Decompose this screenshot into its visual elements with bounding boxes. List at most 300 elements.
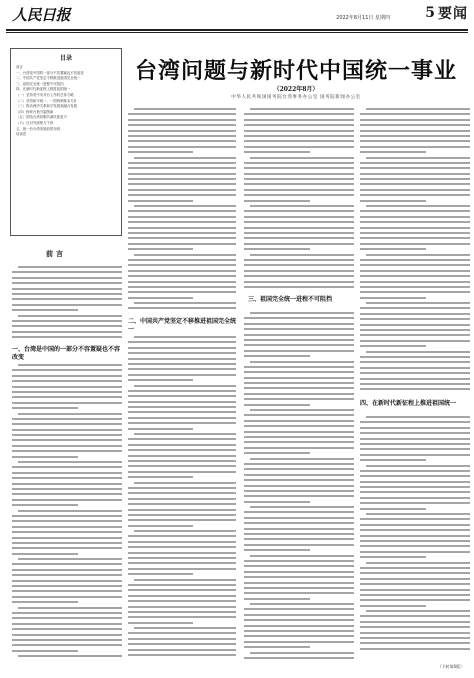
text-line — [244, 355, 310, 357]
toc-item: （四）粉碎台独分裂图谋 — [16, 109, 54, 114]
text-line — [244, 173, 354, 175]
text-line — [360, 200, 426, 202]
text-line — [244, 549, 310, 551]
text-line — [12, 466, 122, 468]
text-line — [360, 524, 470, 526]
text-line — [250, 458, 354, 460]
text-line — [360, 146, 470, 148]
text-line — [128, 341, 236, 343]
text-line — [360, 578, 470, 580]
text-line — [360, 189, 470, 191]
text-line — [12, 493, 122, 495]
text-line — [12, 644, 122, 646]
text-line — [360, 307, 470, 309]
text-line — [244, 501, 310, 503]
text-line — [128, 411, 236, 413]
text-line — [250, 555, 354, 557]
text-line — [244, 366, 354, 368]
text-line — [12, 293, 122, 295]
article-date: （2022年8月） — [273, 86, 319, 93]
text-line — [134, 336, 236, 338]
text-line — [134, 530, 236, 532]
text-line — [128, 227, 236, 229]
text-line — [360, 642, 470, 644]
text-line — [12, 375, 122, 377]
text-line — [244, 130, 354, 132]
masthead-rule — [6, 29, 468, 31]
text-line — [128, 509, 236, 511]
text-line — [128, 183, 236, 185]
text-line — [244, 608, 354, 610]
text-line — [128, 297, 193, 299]
text-line — [244, 334, 354, 336]
text-line — [128, 264, 236, 266]
text-line — [128, 119, 236, 121]
text-line — [360, 281, 470, 283]
text-line — [134, 157, 236, 159]
text-line — [12, 590, 122, 592]
toc-item: 一、台湾是中国的一部分不容置疑也不容改变 — [16, 70, 84, 75]
text-line — [128, 611, 236, 613]
text-line — [12, 639, 122, 641]
toc-item: （三）推动两岸关系和平发展和融合发展 — [16, 104, 78, 109]
text-line — [244, 485, 354, 487]
text-line — [244, 183, 354, 185]
text-line — [360, 259, 470, 261]
text-line — [12, 596, 122, 598]
text-line — [250, 254, 354, 256]
text-line — [360, 334, 470, 336]
text-line — [366, 610, 470, 612]
text-line — [12, 423, 122, 425]
text-line — [366, 302, 470, 304]
text-line — [244, 275, 354, 277]
text-line — [244, 517, 354, 519]
section-heading-4: 四、在新时代新征程上推进祖国统一 — [360, 400, 457, 407]
text-line — [244, 227, 354, 229]
text-line — [128, 151, 193, 153]
text-line — [128, 390, 236, 392]
text-line — [244, 490, 354, 492]
section-name: 要闻 — [438, 6, 468, 22]
text-line — [12, 282, 122, 284]
text-line — [360, 318, 470, 320]
text-line — [18, 655, 122, 657]
text-line — [360, 113, 470, 115]
page-label — [425, 4, 468, 22]
text-line — [360, 529, 470, 531]
text-line — [12, 542, 122, 544]
text-line — [244, 414, 354, 416]
text-line — [18, 510, 122, 512]
continued-note: （下转第6版） — [437, 664, 464, 669]
text-line — [366, 351, 470, 353]
text-line — [128, 270, 236, 272]
text-line — [128, 638, 236, 640]
text-line — [366, 513, 470, 515]
text-line — [18, 413, 122, 415]
toc-item: 前言 — [16, 65, 23, 69]
text-line — [360, 388, 470, 390]
section-heading-3: 三、祖国完全统一进程不可阻挡 — [248, 296, 333, 303]
text-line — [18, 607, 122, 609]
text-line — [244, 259, 354, 261]
text-line — [250, 652, 354, 654]
text-line — [244, 387, 354, 389]
text-line — [128, 546, 236, 548]
text-line — [128, 573, 193, 575]
text-line — [360, 648, 470, 650]
text-line — [128, 438, 236, 440]
text-line — [360, 508, 426, 510]
text-line — [128, 595, 236, 597]
text-line — [128, 130, 236, 132]
text-line — [12, 418, 122, 420]
text-line — [244, 119, 354, 121]
text-line — [12, 601, 78, 603]
dateline: 2022年8月11日 星期四 — [336, 15, 390, 21]
text-line — [128, 286, 236, 288]
text-line — [244, 630, 354, 632]
text-line — [12, 547, 122, 549]
text-line — [244, 398, 354, 400]
page-number: 5 — [425, 5, 435, 21]
text-line — [134, 254, 236, 256]
text-line — [12, 477, 122, 479]
text-line — [360, 248, 426, 250]
text-line — [244, 625, 354, 627]
text-line — [244, 248, 310, 250]
text-line — [244, 511, 354, 513]
text-line — [128, 465, 236, 467]
text-line — [128, 449, 236, 451]
masthead-rule-thin — [6, 32, 468, 33]
text-line — [360, 589, 470, 591]
text-line — [360, 227, 470, 229]
text-line — [244, 286, 354, 288]
text-column-1b — [12, 364, 122, 664]
text-line — [366, 205, 470, 207]
text-line — [360, 221, 470, 223]
text-line — [128, 460, 236, 462]
text-line — [128, 422, 236, 424]
text-line — [12, 288, 122, 290]
text-line — [360, 151, 426, 153]
text-line — [12, 623, 122, 625]
text-line — [12, 520, 122, 522]
text-line — [134, 482, 236, 484]
text-line — [250, 409, 354, 411]
text-line — [360, 216, 470, 218]
text-line — [360, 454, 470, 456]
text-line — [360, 491, 470, 493]
text-line — [360, 340, 470, 342]
text-line — [128, 535, 236, 537]
text-line — [244, 522, 354, 524]
text-line — [128, 568, 236, 570]
text-line — [244, 463, 354, 465]
text-line — [250, 312, 354, 314]
text-line — [12, 488, 122, 490]
text-line — [360, 232, 470, 234]
preface-heading: 前言 — [46, 249, 66, 258]
text-line — [244, 232, 354, 234]
text-line — [12, 320, 122, 322]
text-line — [128, 606, 236, 608]
text-line — [128, 173, 236, 175]
text-line — [12, 499, 122, 501]
text-line — [244, 151, 310, 153]
text-line — [128, 135, 236, 137]
text-line — [244, 544, 354, 546]
text-line — [360, 626, 470, 628]
text-line — [360, 286, 470, 288]
text-line — [244, 216, 354, 218]
text-line — [12, 650, 78, 652]
text-line — [360, 545, 470, 547]
text-line — [244, 565, 354, 567]
text-line — [128, 232, 236, 234]
text-line — [360, 135, 470, 137]
text-line — [360, 372, 470, 374]
text-line — [128, 514, 236, 516]
text-line — [18, 266, 122, 268]
text-line — [360, 130, 470, 132]
text-line — [360, 324, 470, 326]
text-line — [244, 560, 354, 562]
text-line — [366, 157, 470, 159]
text-line — [128, 291, 236, 293]
text-line — [250, 108, 354, 110]
text-line — [244, 393, 354, 395]
text-line — [12, 585, 122, 587]
text-line — [244, 646, 310, 648]
text-line — [360, 329, 470, 331]
text-line — [244, 264, 354, 266]
text-line — [250, 603, 354, 605]
text-line — [128, 178, 236, 180]
text-line — [128, 643, 236, 645]
text-line — [360, 615, 470, 617]
text-line — [18, 461, 122, 463]
text-line — [244, 468, 354, 470]
text-line — [12, 472, 122, 474]
text-line — [12, 434, 122, 436]
text-line — [128, 406, 236, 408]
text-line — [360, 421, 470, 423]
text-line — [128, 194, 236, 196]
text-line — [128, 471, 236, 473]
text-line — [12, 331, 122, 333]
text-line — [12, 569, 122, 571]
text-line — [12, 298, 122, 300]
toc-item: 三、祖国完全统一进程不可阻挡 — [16, 81, 64, 86]
text-line — [12, 445, 122, 447]
text-line — [360, 448, 470, 450]
text-line — [360, 459, 426, 461]
text-line — [360, 367, 470, 369]
text-line — [250, 361, 354, 363]
text-line — [360, 119, 470, 121]
text-line — [244, 587, 354, 589]
text-line — [128, 649, 236, 651]
text-line — [134, 433, 236, 435]
text-line — [12, 617, 122, 619]
text-line — [244, 533, 354, 535]
text-line — [244, 447, 354, 449]
text-line — [128, 487, 236, 489]
text-line — [360, 481, 470, 483]
text-line — [366, 108, 470, 110]
text-line — [244, 377, 354, 379]
text-line — [360, 140, 470, 142]
text-line — [128, 210, 236, 212]
text-line — [360, 599, 470, 601]
text-line — [128, 140, 236, 142]
text-line — [360, 194, 470, 196]
text-line — [134, 205, 236, 207]
text-line — [244, 576, 354, 578]
text-line — [12, 309, 78, 311]
text-line — [134, 302, 236, 304]
text-line — [244, 598, 310, 600]
text-line — [244, 436, 354, 438]
text-line — [360, 345, 426, 347]
text-line — [128, 541, 236, 543]
article-title: 台湾问题与新时代中国统一事业 — [134, 58, 457, 84]
text-line — [128, 654, 236, 656]
text-line — [128, 455, 236, 457]
text-line — [360, 551, 470, 553]
toc-item: （五）团结台湾同胞共谋民族复兴 — [16, 115, 67, 120]
text-line — [244, 441, 354, 443]
text-line — [12, 439, 122, 441]
text-line — [360, 162, 470, 164]
text-line — [12, 612, 122, 614]
text-line — [360, 291, 470, 293]
text-line — [244, 281, 354, 283]
text-line — [360, 540, 470, 542]
text-line — [12, 386, 122, 388]
text-column-3b — [244, 312, 354, 664]
text-line — [128, 200, 193, 202]
text-line — [128, 243, 236, 245]
text-line — [360, 173, 470, 175]
text-line — [128, 113, 236, 115]
text-line — [244, 135, 354, 137]
text-line — [244, 162, 354, 164]
text-line — [244, 425, 354, 427]
text-line — [12, 456, 78, 458]
text-line — [244, 243, 354, 245]
text-line — [366, 416, 470, 418]
text-line — [244, 495, 354, 497]
text-line — [12, 450, 122, 452]
toc-item: （六）反对外部势力干涉 — [16, 120, 54, 125]
text-line — [244, 200, 310, 202]
text-line — [244, 210, 354, 212]
text-line — [360, 475, 470, 477]
text-line — [244, 641, 354, 643]
text-line — [244, 140, 354, 142]
text-line — [12, 407, 78, 409]
text-line — [134, 108, 236, 110]
toc-title: 目录 — [59, 55, 72, 62]
text-line — [12, 396, 122, 398]
text-column-1a — [12, 266, 122, 342]
text-line — [244, 323, 354, 325]
text-line — [360, 264, 470, 266]
text-line — [360, 243, 470, 245]
text-line — [244, 317, 354, 319]
text-line — [360, 438, 470, 440]
text-line — [128, 146, 236, 148]
text-line — [128, 632, 236, 634]
text-line — [244, 528, 354, 530]
text-line — [360, 432, 470, 434]
text-line — [244, 474, 354, 476]
text-line — [12, 380, 122, 382]
text-line — [12, 553, 78, 555]
text-line — [12, 537, 122, 539]
text-line — [12, 402, 122, 404]
text-line — [128, 352, 236, 354]
text-line — [244, 420, 354, 422]
text-line — [12, 483, 122, 485]
text-column-4a — [360, 108, 470, 396]
text-line — [244, 113, 354, 115]
toc-list — [16, 65, 116, 138]
text-line — [244, 189, 354, 191]
text-line — [134, 385, 236, 387]
text-column-4b — [360, 416, 470, 656]
table-of-contents — [10, 48, 122, 236]
text-line — [244, 221, 354, 223]
masthead — [6, 4, 468, 28]
text-line — [128, 616, 236, 618]
text-line — [128, 562, 236, 564]
toc-item: 四、在新时代新征程上推进祖国统一 — [16, 87, 71, 92]
text-line — [12, 336, 122, 338]
text-line — [128, 503, 236, 505]
text-line — [360, 497, 470, 499]
text-line — [360, 356, 470, 358]
text-line — [360, 313, 470, 315]
text-line — [360, 361, 470, 363]
text-line — [244, 592, 354, 594]
toc-item: 五、统一后台湾发展前景光明 — [16, 126, 61, 131]
text-line — [12, 580, 122, 582]
text-line — [360, 443, 470, 445]
text-line — [12, 531, 122, 533]
text-line — [244, 538, 354, 540]
text-line — [12, 325, 122, 327]
text-line — [360, 275, 470, 277]
text-line — [128, 248, 193, 250]
text-line — [128, 379, 193, 381]
text-line — [128, 363, 236, 365]
text-line — [244, 237, 354, 239]
text-line — [12, 634, 122, 636]
text-line — [244, 479, 354, 481]
text-line — [128, 584, 236, 586]
text-line — [360, 124, 470, 126]
text-line — [128, 237, 236, 239]
text-line — [128, 347, 236, 349]
text-line — [12, 304, 122, 306]
text-line — [360, 270, 470, 272]
newspaper-logo: 人民日报 — [12, 6, 71, 24]
